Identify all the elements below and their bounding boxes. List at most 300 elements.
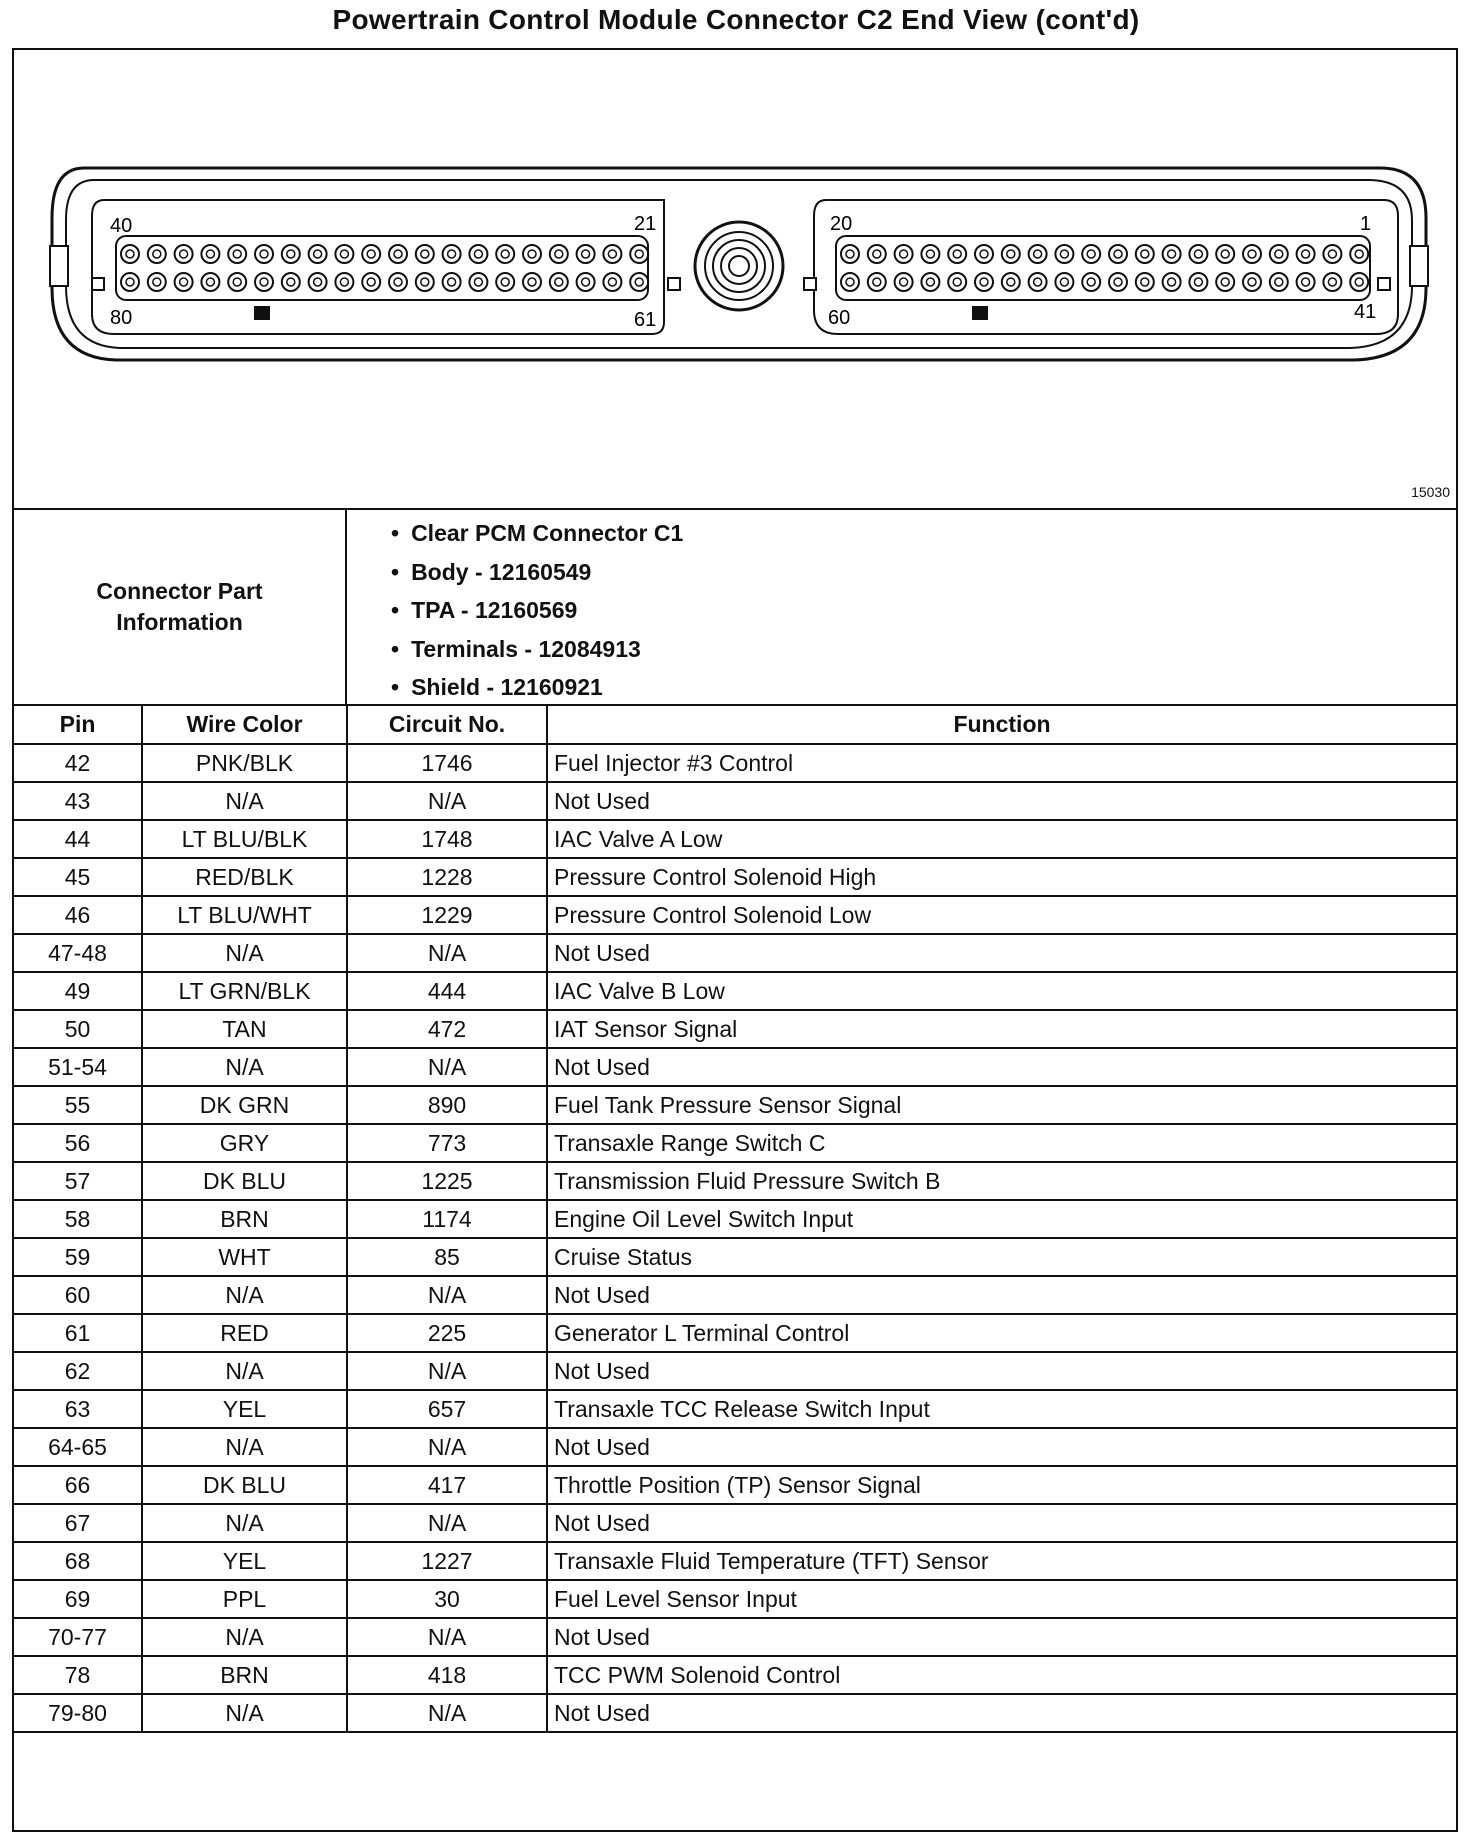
pin-socket-center xyxy=(314,250,322,258)
pin-cell: 69 xyxy=(14,1580,142,1618)
function-cell: Transaxle TCC Release Switch Input xyxy=(547,1390,1456,1428)
pin-socket xyxy=(309,245,327,263)
function-cell: Pressure Control Solenoid Low xyxy=(547,896,1456,934)
pin-socket xyxy=(1002,273,1020,291)
part-item: • Clear PCM Connector C1 xyxy=(391,514,1456,553)
pin-socket xyxy=(1002,245,1020,263)
pin-socket-center xyxy=(528,250,536,258)
circuit-cell: 1228 xyxy=(347,858,547,896)
left-pin-section xyxy=(92,200,664,334)
pin-socket-center xyxy=(926,278,934,286)
pin-socket xyxy=(1163,273,1181,291)
pin-socket xyxy=(868,273,886,291)
pin-socket xyxy=(948,245,966,263)
pin-socket xyxy=(975,273,993,291)
function-cell: Not Used xyxy=(547,782,1456,820)
pin-socket xyxy=(1189,245,1207,263)
function-cell: IAC Valve B Low xyxy=(547,972,1456,1010)
pin-socket-center xyxy=(126,250,134,258)
figure-id: 15030 xyxy=(1411,484,1450,500)
circuit-cell: N/A xyxy=(347,1352,547,1390)
part-item: • TPA - 12160569 xyxy=(391,591,1456,630)
pin-label-21: 21 xyxy=(634,213,657,235)
pin-socket xyxy=(362,273,380,291)
function-cell: Engine Oil Level Switch Input xyxy=(547,1200,1456,1238)
pin-socket-center xyxy=(421,250,429,258)
pin-socket-center xyxy=(980,278,988,286)
table-row xyxy=(14,1656,1456,1694)
pin-socket-center xyxy=(1114,250,1122,258)
pin-label-41: 41 xyxy=(1354,301,1377,323)
pin-cell: 57 xyxy=(14,1162,142,1200)
right-side-slot-a xyxy=(804,278,816,290)
pin-socket xyxy=(1109,273,1127,291)
pin-socket xyxy=(1216,245,1234,263)
pin-socket xyxy=(523,273,541,291)
pin-socket-center xyxy=(608,250,616,258)
function-cell: Fuel Tank Pressure Sensor Signal xyxy=(547,1086,1456,1124)
pin-cell: 44 xyxy=(14,820,142,858)
pin-socket-center xyxy=(873,250,881,258)
table-row xyxy=(14,1542,1456,1580)
pin-socket xyxy=(282,245,300,263)
connector-part-list xyxy=(347,510,1456,704)
pin-socket-center xyxy=(1141,278,1149,286)
pin-socket-center xyxy=(394,278,402,286)
pin-cell: 70-77 xyxy=(14,1618,142,1656)
pin-socket-center xyxy=(448,250,456,258)
part-item: • Body - 12160549 xyxy=(391,553,1456,592)
pin-socket xyxy=(148,245,166,263)
pin-socket-center xyxy=(900,250,908,258)
pin-socket-center xyxy=(206,278,214,286)
pin-socket-center xyxy=(1275,278,1283,286)
circuit-cell: 417 xyxy=(347,1466,547,1504)
pin-socket-center xyxy=(421,278,429,286)
center-bolt-outer xyxy=(695,222,783,310)
wire-color-cell: N/A xyxy=(142,1504,347,1542)
pin-socket xyxy=(282,273,300,291)
pin-socket xyxy=(921,273,939,291)
pin-cell: 60 xyxy=(14,1276,142,1314)
pin-socket-center xyxy=(846,278,854,286)
wire-color-cell: RED/BLK xyxy=(142,858,347,896)
function-cell: IAC Valve A Low xyxy=(547,820,1456,858)
pin-socket xyxy=(630,245,648,263)
pin-socket xyxy=(603,245,621,263)
pin-cell: 68 xyxy=(14,1542,142,1580)
pin-socket xyxy=(121,273,139,291)
table-row xyxy=(14,1238,1456,1276)
circuit-cell: N/A xyxy=(347,1276,547,1314)
pin-socket-center xyxy=(1302,250,1310,258)
pin-cell: 61 xyxy=(14,1314,142,1352)
circuit-cell: 773 xyxy=(347,1124,547,1162)
table-row xyxy=(14,820,1456,858)
pin-socket xyxy=(1055,273,1073,291)
pin-socket-center xyxy=(1168,278,1176,286)
function-cell: Pressure Control Solenoid High xyxy=(547,858,1456,896)
pin-socket xyxy=(228,273,246,291)
pin-socket xyxy=(201,273,219,291)
right-pin-grid xyxy=(841,245,1368,291)
function-cell: Not Used xyxy=(547,1504,1456,1542)
part-item: • Terminals - 12084913 xyxy=(391,630,1456,669)
pin-socket-center xyxy=(608,278,616,286)
pin-socket-center xyxy=(1248,250,1256,258)
pin-socket-center xyxy=(1060,250,1068,258)
function-cell: Transaxle Range Switch C xyxy=(547,1124,1456,1162)
pin-socket-center xyxy=(1194,278,1202,286)
wire-color-cell: DK GRN xyxy=(142,1086,347,1124)
wire-color-cell: YEL xyxy=(142,1390,347,1428)
pin-socket-center xyxy=(1248,278,1256,286)
pin-label-40: 40 xyxy=(110,215,133,237)
pin-socket-center xyxy=(394,250,402,258)
pin-socket-center xyxy=(1034,278,1042,286)
pin-socket-center xyxy=(126,278,134,286)
table-row xyxy=(14,1314,1456,1352)
pin-cell: 63 xyxy=(14,1390,142,1428)
circuit-cell: 444 xyxy=(347,972,547,1010)
pin-socket xyxy=(443,273,461,291)
wire-color-cell: DK BLU xyxy=(142,1466,347,1504)
pin-cell: 67 xyxy=(14,1504,142,1542)
left-pin-block xyxy=(116,236,648,300)
circuit-cell: 85 xyxy=(347,1238,547,1276)
circuit-cell: 30 xyxy=(347,1580,547,1618)
circuit-cell: 1225 xyxy=(347,1162,547,1200)
left-side-slot-b xyxy=(668,278,680,290)
table-header-row xyxy=(14,706,1456,744)
wire-color-cell: LT BLU/WHT xyxy=(142,896,347,934)
circuit-cell: 1746 xyxy=(347,744,547,782)
pin-socket xyxy=(335,273,353,291)
pin-cell: 79-80 xyxy=(14,1694,142,1732)
table-row xyxy=(14,1504,1456,1542)
pin-socket xyxy=(469,245,487,263)
pin-socket-center xyxy=(206,250,214,258)
pin-socket xyxy=(1323,245,1341,263)
pin-socket xyxy=(1163,245,1181,263)
circuit-cell: 890 xyxy=(347,1086,547,1124)
pin-socket xyxy=(121,245,139,263)
connector-housing-outline xyxy=(52,168,1426,360)
pin-cell: 47-48 xyxy=(14,934,142,972)
pin-socket-center xyxy=(846,250,854,258)
pin-socket xyxy=(841,273,859,291)
wire-color-cell: WHT xyxy=(142,1238,347,1276)
pin-socket xyxy=(1350,273,1368,291)
pin-socket xyxy=(523,245,541,263)
pin-socket xyxy=(255,273,273,291)
pin-socket-center xyxy=(1221,278,1229,286)
pin-socket-center xyxy=(153,250,161,258)
table-row xyxy=(14,1162,1456,1200)
wire-color-cell: N/A xyxy=(142,1618,347,1656)
pin-cell: 55 xyxy=(14,1086,142,1124)
pin-socket xyxy=(228,245,246,263)
center-bolt-ring1 xyxy=(705,232,773,300)
pin-socket xyxy=(577,273,595,291)
function-cell: Throttle Position (TP) Sensor Signal xyxy=(547,1466,1456,1504)
wire-color-cell: N/A xyxy=(142,934,347,972)
wire-color-cell: N/A xyxy=(142,1428,347,1466)
function-cell: Cruise Status xyxy=(547,1238,1456,1276)
pin-socket xyxy=(895,273,913,291)
pin-cell: 78 xyxy=(14,1656,142,1694)
header-circuit-no: Circuit No. xyxy=(347,706,547,744)
pin-socket xyxy=(1270,273,1288,291)
function-cell: Not Used xyxy=(547,1694,1456,1732)
pin-label-1: 1 xyxy=(1360,213,1372,235)
page-title: Powertrain Control Module Connector C2 End View (cont'd) xyxy=(332,4,1140,35)
pin-socket xyxy=(1109,245,1127,263)
header-pin: Pin xyxy=(14,706,142,744)
pin-socket xyxy=(1029,245,1047,263)
table-row xyxy=(14,1390,1456,1428)
circuit-cell: N/A xyxy=(347,1694,547,1732)
pin-socket-center xyxy=(501,278,509,286)
pin-socket xyxy=(1082,273,1100,291)
pin-cell: 66 xyxy=(14,1466,142,1504)
pin-socket-center xyxy=(340,278,348,286)
pin-socket-center xyxy=(474,278,482,286)
pin-socket-center xyxy=(233,278,241,286)
center-bolt-core xyxy=(729,256,749,276)
pin-socket xyxy=(1243,273,1261,291)
pin-socket xyxy=(1082,245,1100,263)
right-side-slot-b xyxy=(1378,278,1390,290)
pin-socket-center xyxy=(287,250,295,258)
pin-socket xyxy=(921,245,939,263)
function-cell: Not Used xyxy=(547,1048,1456,1086)
pin-socket-center xyxy=(1007,250,1015,258)
circuit-cell: N/A xyxy=(347,1428,547,1466)
pin-label-80: 80 xyxy=(110,307,133,329)
right-pin-block xyxy=(836,236,1370,300)
pin-socket-center xyxy=(260,250,268,258)
pin-socket-center xyxy=(1302,278,1310,286)
wire-color-cell: DK BLU xyxy=(142,1162,347,1200)
pin-socket-center xyxy=(1141,250,1149,258)
pin-socket-center xyxy=(233,250,241,258)
pin-socket-center xyxy=(926,250,934,258)
pin-socket xyxy=(389,273,407,291)
pin-socket-center xyxy=(555,278,563,286)
pin-socket-center xyxy=(1087,278,1095,286)
pin-socket xyxy=(868,245,886,263)
function-cell: Transaxle Fluid Temperature (TFT) Sensor xyxy=(547,1542,1456,1580)
pin-socket xyxy=(443,245,461,263)
pin-socket xyxy=(416,245,434,263)
function-cell: TCC PWM Solenoid Control xyxy=(547,1656,1456,1694)
pin-socket xyxy=(469,273,487,291)
connector-housing-inner xyxy=(66,180,1412,348)
right-key xyxy=(972,306,988,320)
pin-socket xyxy=(1055,245,1073,263)
pin-label-61: 61 xyxy=(634,309,657,331)
circuit-cell: 418 xyxy=(347,1656,547,1694)
pin-socket-center xyxy=(1060,278,1068,286)
table-row xyxy=(14,858,1456,896)
pin-socket xyxy=(1216,273,1234,291)
wire-color-cell: LT BLU/BLK xyxy=(142,820,347,858)
header-function: Function xyxy=(547,706,1456,744)
circuit-cell: N/A xyxy=(347,1618,547,1656)
pin-socket-center xyxy=(501,250,509,258)
wire-color-cell: N/A xyxy=(142,782,347,820)
pin-socket-center xyxy=(528,278,536,286)
wire-color-cell: N/A xyxy=(142,1352,347,1390)
table-row xyxy=(14,1200,1456,1238)
pin-socket-center xyxy=(582,278,590,286)
pin-socket-center xyxy=(1355,250,1363,258)
right-latch xyxy=(1410,246,1428,286)
pin-socket-center xyxy=(1168,250,1176,258)
pin-socket xyxy=(603,273,621,291)
circuit-cell: 1174 xyxy=(347,1200,547,1238)
pin-cell: 43 xyxy=(14,782,142,820)
circuit-cell: 657 xyxy=(347,1390,547,1428)
pin-cell: 42 xyxy=(14,744,142,782)
wire-color-cell: N/A xyxy=(142,1694,347,1732)
pin-socket xyxy=(1270,245,1288,263)
pin-socket-center xyxy=(448,278,456,286)
wire-color-cell: N/A xyxy=(142,1048,347,1086)
pin-cell: 45 xyxy=(14,858,142,896)
pin-label-20: 20 xyxy=(830,213,853,235)
pin-socket-center xyxy=(1007,278,1015,286)
pin-socket xyxy=(630,273,648,291)
wire-color-cell: TAN xyxy=(142,1010,347,1048)
right-pin-section xyxy=(814,200,1398,334)
table-row xyxy=(14,1428,1456,1466)
pin-socket xyxy=(895,245,913,263)
table-row xyxy=(14,1618,1456,1656)
table-row xyxy=(14,1276,1456,1314)
function-cell: Generator L Terminal Control xyxy=(547,1314,1456,1352)
function-cell: Not Used xyxy=(547,1352,1456,1390)
circuit-cell: N/A xyxy=(347,782,547,820)
pin-cell: 56 xyxy=(14,1124,142,1162)
pin-socket-center xyxy=(1328,278,1336,286)
document-frame xyxy=(12,48,1458,1832)
pin-socket-center xyxy=(555,250,563,258)
pin-socket xyxy=(1029,273,1047,291)
connector-drawing xyxy=(14,50,1456,506)
pin-socket xyxy=(1243,245,1261,263)
table-row xyxy=(14,972,1456,1010)
pin-socket-center xyxy=(900,278,908,286)
left-key xyxy=(254,306,270,320)
table-row xyxy=(14,1694,1456,1732)
pin-socket xyxy=(335,245,353,263)
table-row xyxy=(14,1010,1456,1048)
table-row xyxy=(14,1466,1456,1504)
table-row xyxy=(14,1352,1456,1390)
table-row xyxy=(14,782,1456,820)
pin-socket-center xyxy=(1328,250,1336,258)
pin-socket xyxy=(416,273,434,291)
connector-part-information xyxy=(14,510,1456,706)
pin-socket-center xyxy=(1275,250,1283,258)
pin-socket xyxy=(1297,273,1315,291)
pin-socket-center xyxy=(873,278,881,286)
pin-socket xyxy=(948,273,966,291)
pin-socket-center xyxy=(1087,250,1095,258)
circuit-cell: N/A xyxy=(347,1048,547,1086)
pin-socket xyxy=(841,245,859,263)
circuit-cell: N/A xyxy=(347,934,547,972)
pin-socket xyxy=(577,245,595,263)
center-bolt-ring3 xyxy=(721,248,757,284)
function-cell: Not Used xyxy=(547,1428,1456,1466)
header-wire-color: Wire Color xyxy=(142,706,347,744)
circuit-cell: 1229 xyxy=(347,896,547,934)
pin-socket xyxy=(201,245,219,263)
table-row xyxy=(14,1580,1456,1618)
pin-cell: 59 xyxy=(14,1238,142,1276)
circuit-cell: 225 xyxy=(347,1314,547,1352)
pin-socket-center xyxy=(635,250,643,258)
pin-socket xyxy=(1189,273,1207,291)
wire-color-cell: YEL xyxy=(142,1542,347,1580)
pin-socket-center xyxy=(1114,278,1122,286)
circuit-cell: 1748 xyxy=(347,820,547,858)
pin-socket xyxy=(550,245,568,263)
table-row xyxy=(14,744,1456,782)
function-cell: Not Used xyxy=(547,1276,1456,1314)
table-body xyxy=(14,744,1456,1732)
table-row xyxy=(14,896,1456,934)
pin-socket-center xyxy=(1355,278,1363,286)
function-cell: Fuel Level Sensor Input xyxy=(547,1580,1456,1618)
pin-socket xyxy=(496,273,514,291)
pin-socket-center xyxy=(953,250,961,258)
pin-socket-center xyxy=(367,278,375,286)
pin-socket xyxy=(550,273,568,291)
pin-socket-center xyxy=(180,250,188,258)
circuit-cell: 472 xyxy=(347,1010,547,1048)
pin-socket-center xyxy=(980,250,988,258)
left-side-slot-a xyxy=(92,278,104,290)
pin-socket xyxy=(496,245,514,263)
pin-socket xyxy=(975,245,993,263)
pin-cell: 62 xyxy=(14,1352,142,1390)
function-cell: IAT Sensor Signal xyxy=(547,1010,1456,1048)
pin-socket-center xyxy=(260,278,268,286)
function-cell: Transmission Fluid Pressure Switch B xyxy=(547,1162,1456,1200)
pin-socket xyxy=(1136,245,1154,263)
pin-socket-center xyxy=(367,250,375,258)
pin-socket xyxy=(148,273,166,291)
pin-socket-center xyxy=(314,278,322,286)
table-row xyxy=(14,1124,1456,1162)
pin-socket-center xyxy=(1221,250,1229,258)
pin-cell: 49 xyxy=(14,972,142,1010)
pin-socket xyxy=(255,245,273,263)
pin-function-table xyxy=(14,706,1456,1733)
function-cell: Fuel Injector #3 Control xyxy=(547,744,1456,782)
table-row xyxy=(14,1086,1456,1124)
pin-socket-center xyxy=(153,278,161,286)
pin-cell: 64-65 xyxy=(14,1428,142,1466)
wire-color-cell: N/A xyxy=(142,1276,347,1314)
function-cell: Not Used xyxy=(547,1618,1456,1656)
pin-socket-center xyxy=(474,250,482,258)
wire-color-cell: BRN xyxy=(142,1200,347,1238)
